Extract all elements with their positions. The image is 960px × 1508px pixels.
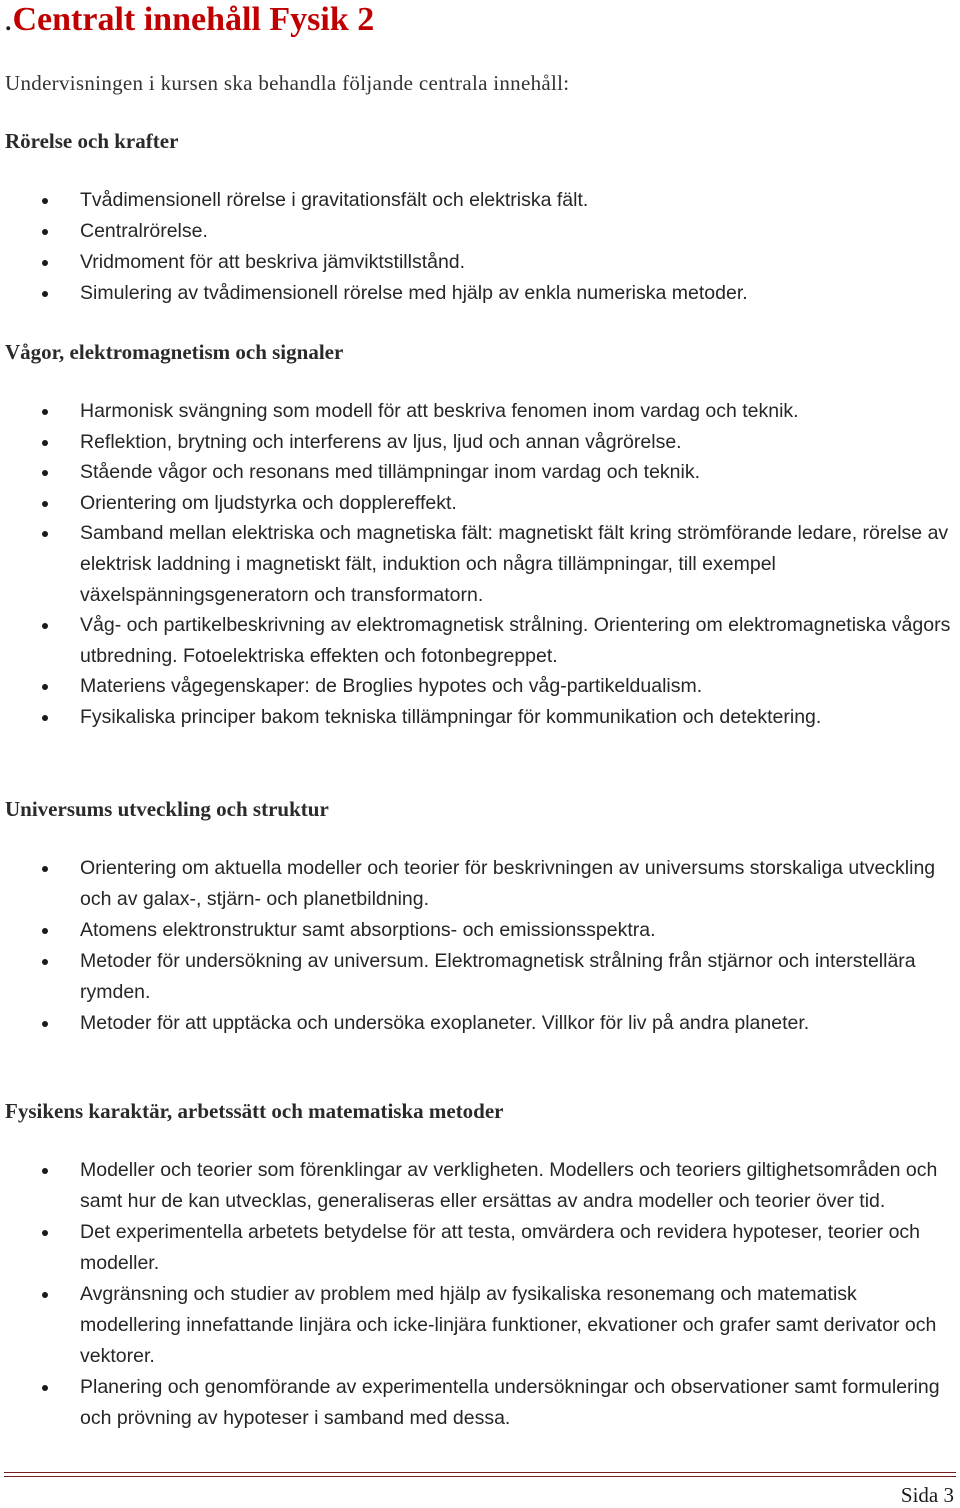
page-title (4, 0, 374, 40)
bullet-icon (42, 409, 48, 415)
list-item: Metoder för undersökning av universum. Elektromagnetisk strålning från stjärnor och interstellära rymden. (0, 946, 960, 1008)
bullet-icon (42, 1021, 48, 1027)
bullet-icon (42, 623, 48, 629)
bullet-icon (42, 501, 48, 507)
intro-text: Undervisningen i kursen ska behandla följande centrala innehåll: (5, 71, 570, 95)
section-heading-universum: Universums utveckling och struktur (5, 797, 329, 821)
list-item: Metoder för att upptäcka och undersöka exoplaneter. Villkor för liv på andra planeter. (0, 1008, 960, 1039)
list-item: Samband mellan elektriska och magnetiska fält: magnetiskt fält kring strömförande ledare, rörelse av elektrisk laddning i magnetiskt fält, induktion och några tillämpningar, till exempel växelspänningsgeneratorn och transformatorn. (0, 518, 960, 610)
section-heading-vagor: Vågor, elektromagnetism och signaler (5, 340, 344, 364)
list-item: Fysikaliska principer bakom tekniska tillämpningar för kommunikation och detektering. (0, 702, 960, 733)
bullet-icon (42, 470, 48, 476)
section-heading-fysikens-karaktar: Fysikens karaktär, arbetssätt och matematiska metoder (5, 1099, 504, 1123)
page-number: Sida 3 (900, 1483, 954, 1507)
list-item: Materiens vågegenskaper: de Broglies hypotes och våg-partikeldualism. (0, 671, 960, 702)
list-item: Det experimentella arbetets betydelse för att testa, omvärdera och revidera hypoteser, teorier och modeller. (0, 1217, 960, 1279)
bullet-icon (42, 229, 48, 235)
list-item: Orientering om aktuella modeller och teorier för beskrivningen av universums storskaliga utveckling och av galax-, stjärn- och planetbildning. (0, 853, 960, 915)
section-list-rorelse (0, 185, 960, 309)
bullet-icon (42, 928, 48, 934)
bullet-icon (42, 260, 48, 266)
list-item: Reflektion, brytning och interferens av ljus, ljud och annan vågrörelse. (0, 427, 960, 458)
bullet-icon (42, 959, 48, 965)
list-item: Avgränsning och studier av problem med hjälp av fysikaliska resonemang och matematisk modellering innefattande linjära och icke-linjära funktioner, ekvationer och grafer samt derivator och vektorer. (0, 1279, 960, 1372)
list-item: Stående vågor och resonans med tillämpningar inom vardag och teknik. (0, 457, 960, 488)
list-item: Centralrörelse. (0, 216, 960, 247)
bullet-icon (42, 291, 48, 297)
list-item: Modeller och teorier som förenklingar av verkligheten. Modellers och teoriers giltighetsområden och samt hur de kan utvecklas, generaliseras eller ersättas av andra modeller och teorier över tid. (0, 1155, 960, 1217)
bullet-icon (42, 198, 48, 204)
bullet-icon (42, 866, 48, 872)
section-heading-rorelse: Rörelse och krafter (5, 129, 179, 153)
section-list-fysikens-karaktar (0, 1155, 960, 1434)
list-item: Planering och genomförande av experimentella undersökningar och observationer samt formulering och prövning av hypoteser i samband med dessa. (0, 1372, 960, 1434)
section-list-vagor (0, 396, 960, 733)
bullet-icon (42, 684, 48, 690)
title-text: Centralt innehåll Fysik 2 (12, 1, 375, 38)
bullet-icon (42, 1292, 48, 1298)
list-item: Våg- och partikelbeskrivning av elektromagnetisk strålning. Orientering om elektromagnetiska vågors utbredning. Fotoelektriska effekten och fotonbegreppet. (0, 610, 960, 671)
list-item: Tvådimensionell rörelse i gravitationsfält och elektriska fält. (0, 185, 960, 216)
bullet-icon (42, 531, 48, 537)
bullet-icon (42, 1230, 48, 1236)
footer-divider (4, 1472, 956, 1477)
list-item: Orientering om ljudstyrka och dopplereffekt. (0, 488, 960, 519)
bullet-icon (42, 1385, 48, 1391)
section-list-universum (0, 853, 960, 1039)
list-item: Atomens elektronstruktur samt absorptions- och emissionsspektra. (0, 915, 960, 946)
title-dot: . (4, 1, 13, 38)
list-item: Vridmoment för att beskriva jämviktstillstånd. (0, 247, 960, 278)
bullet-icon (42, 1168, 48, 1174)
bullet-icon (42, 440, 48, 446)
bullet-icon (42, 715, 48, 721)
list-item: Simulering av tvådimensionell rörelse med hjälp av enkla numeriska metoder. (0, 278, 960, 309)
list-item: Harmonisk svängning som modell för att beskriva fenomen inom vardag och teknik. (0, 396, 960, 427)
